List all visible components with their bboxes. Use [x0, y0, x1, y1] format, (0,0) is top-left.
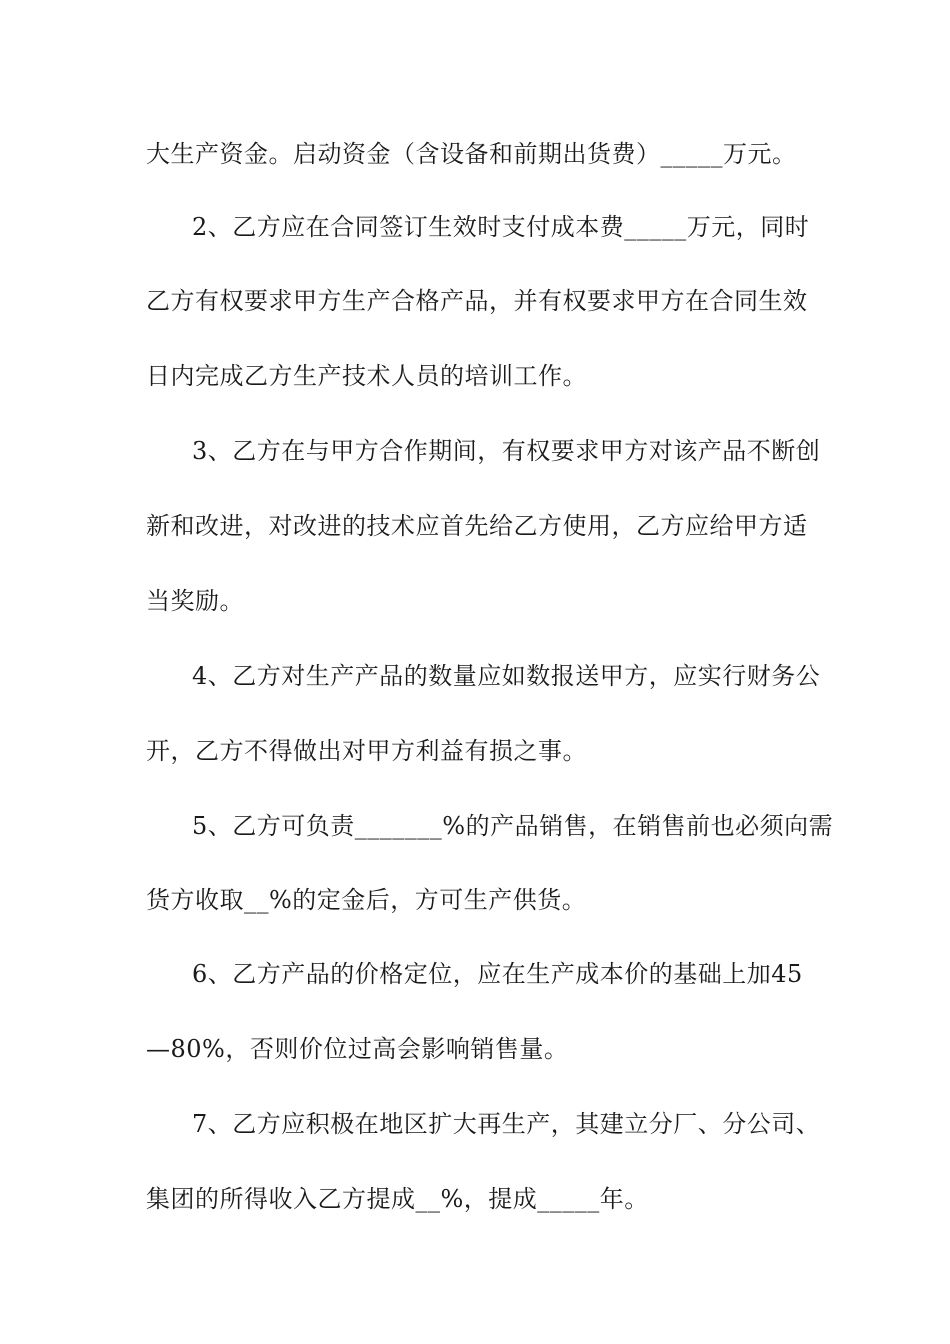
- text-line-1: 大生产资金。启动资金（含设备和前期出货费）_____万元。: [146, 140, 797, 168]
- clause-3-line-1: 3、乙方在与甲方合作期间，有权要求甲方对该产品不断创: [192, 437, 821, 465]
- clause-3-line-2: 新和改进，对改进的技术应首先给乙方使用，乙方应给甲方适: [146, 512, 808, 540]
- clause-7-line-2: 集团的所得收入乙方提成__%，提成_____年。: [146, 1185, 649, 1213]
- clause-2-line-1: 2、乙方应在合同签订生效时支付成本费_____万元，同时: [192, 213, 810, 241]
- clause-5-line-2: 货方收取__%的定金后，方可生产供货。: [146, 886, 587, 914]
- clause-2-line-2: 乙方有权要求甲方生产合格产品，并有权要求甲方在合同生效: [146, 287, 808, 315]
- clause-4-line-1: 4、乙方对生产产品的数量应如数报送甲方，应实行财务公: [192, 662, 821, 690]
- clause-3-line-3: 当奖励。: [146, 587, 244, 615]
- clause-4-line-2: 开，乙方不得做出对甲方利益有损之事。: [146, 737, 587, 765]
- clause-7-line-1: 7、乙方应积极在地区扩大再生产，其建立分厂、分公司、: [192, 1110, 821, 1138]
- clause-5-line-1: 5、乙方可负责_______%的产品销售，在销售前也必须向需: [192, 812, 834, 840]
- clause-6-line-2: —80%，否则价位过高会影响销售量。: [146, 1035, 569, 1063]
- clause-6-line-1: 6、乙方产品的价格定位，应在生产成本价的基础上加45: [192, 960, 803, 988]
- clause-2-line-3: 日内完成乙方生产技术人员的培训工作。: [146, 362, 587, 390]
